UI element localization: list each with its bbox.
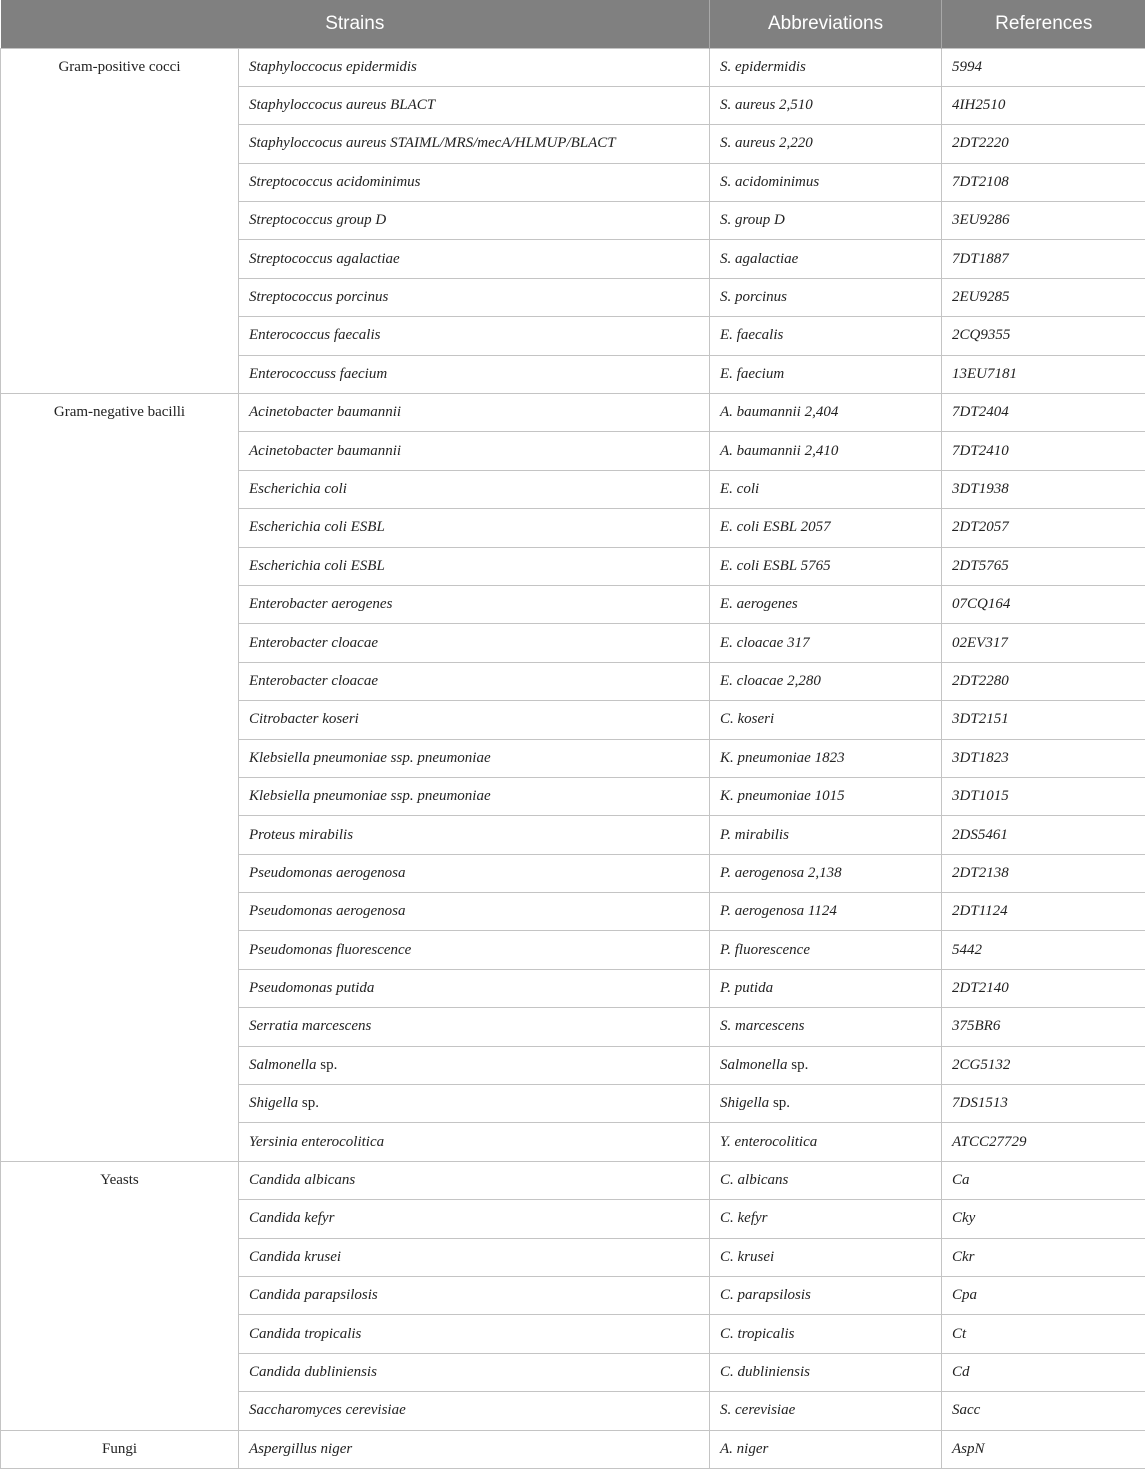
strain-cell xyxy=(239,240,710,278)
abbreviation-cell-suffix: sp. xyxy=(769,1095,791,1112)
abbreviation-cell-text: E. cloacae 2,280 xyxy=(720,672,821,689)
reference-cell xyxy=(942,86,1145,124)
abbreviation-cell xyxy=(710,1123,942,1161)
abbreviation-cell-text: S. group D xyxy=(720,212,785,229)
table-row xyxy=(1,1161,1145,1199)
abbreviation-cell-text: Salmonella xyxy=(720,1056,788,1073)
strain-cell xyxy=(239,777,710,815)
abbreviation-cell xyxy=(710,1392,942,1430)
strain-cell xyxy=(239,854,710,892)
abbreviation-cell xyxy=(710,701,942,739)
abbreviation-cell xyxy=(710,1085,942,1123)
reference-cell-text: 3EU9286 xyxy=(952,212,1010,229)
header-row xyxy=(1,0,1145,48)
abbreviation-cell xyxy=(710,854,942,892)
reference-cell xyxy=(942,432,1145,470)
reference-cell xyxy=(942,163,1145,201)
strain-cell-text: Staphyloccocus aureus STAIML/MRS/mecA/HLMUP/BLACT xyxy=(249,135,616,152)
strain-cell-text: Streptococcus agalactiae xyxy=(249,250,400,267)
abbreviation-cell xyxy=(710,931,942,969)
reference-cell xyxy=(942,624,1145,662)
reference-cell-text: 7DS1513 xyxy=(952,1095,1008,1112)
reference-cell-text: 7DT2108 xyxy=(952,173,1009,190)
reference-cell xyxy=(942,1123,1145,1161)
abbreviation-cell-text: S. porcinus xyxy=(720,289,787,306)
abbreviation-cell-text: E. faecalis xyxy=(720,327,784,344)
abbreviation-cell xyxy=(710,816,942,854)
strain-cell xyxy=(239,585,710,623)
strain-cell xyxy=(239,278,710,316)
strain-cell-suffix: sp. xyxy=(298,1095,320,1112)
strain-cell-text: Streptococcus acidominimus xyxy=(249,173,421,190)
abbreviation-cell xyxy=(710,48,942,86)
strain-cell xyxy=(239,163,710,201)
strain-cell xyxy=(239,624,710,662)
strain-cell-text: Salmonella xyxy=(249,1056,317,1073)
reference-cell-text: 2DT1124 xyxy=(952,903,1008,920)
abbreviation-cell-text: P. aerogenosa 2,138 xyxy=(720,864,842,881)
strain-cell xyxy=(239,547,710,585)
table-row xyxy=(1,1430,1145,1468)
abbreviation-cell-text: C. parapsilosis xyxy=(720,1287,811,1304)
reference-cell xyxy=(942,1238,1145,1276)
strain-cell-text: Escherichia coli ESBL xyxy=(249,557,385,574)
strain-cell-text: Pseudomonas fluorescence xyxy=(249,941,412,958)
reference-cell xyxy=(942,547,1145,585)
abbreviation-cell-text: A. baumannii 2,410 xyxy=(720,442,839,459)
reference-cell-text: 2DS5461 xyxy=(952,826,1008,843)
strain-cell xyxy=(239,1123,710,1161)
abbreviation-cell xyxy=(710,202,942,240)
strain-cell-text: Saccharomyces cerevisiae xyxy=(249,1402,406,1419)
reference-cell-text: 2DT2138 xyxy=(952,864,1009,881)
reference-cell xyxy=(942,854,1145,892)
reference-cell xyxy=(942,816,1145,854)
reference-cell xyxy=(942,394,1145,432)
reference-cell xyxy=(942,1277,1145,1315)
abbreviation-cell-text: P. mirabilis xyxy=(720,826,789,843)
table-body xyxy=(1,48,1145,1468)
abbreviation-cell xyxy=(710,624,942,662)
abbreviation-cell xyxy=(710,1430,942,1468)
abbreviation-cell-text: Y. enterocolitica xyxy=(720,1133,818,1150)
abbreviation-cell-text: E. faecium xyxy=(720,365,785,382)
reference-cell-text: 2DT2220 xyxy=(952,135,1009,152)
reference-cell-text: Cd xyxy=(952,1363,970,1380)
abbreviation-cell-text: S. aureus 2,510 xyxy=(720,97,813,114)
group-label: Fungi xyxy=(1,1430,239,1468)
strain-cell xyxy=(239,355,710,393)
reference-cell xyxy=(942,355,1145,393)
strain-cell xyxy=(239,86,710,124)
strain-cell-text: Escherichia coli xyxy=(249,480,347,497)
abbreviation-cell-text: C. tropicalis xyxy=(720,1325,795,1342)
reference-cell-text: Ct xyxy=(952,1325,967,1342)
abbreviation-cell xyxy=(710,969,942,1007)
abbreviation-cell xyxy=(710,278,942,316)
strain-cell-text: Escherichia coli ESBL xyxy=(249,519,385,536)
abbreviation-cell-text: K. pneumoniae 1823 xyxy=(720,749,845,766)
reference-cell-text: 3DT1938 xyxy=(952,480,1009,497)
reference-cell xyxy=(942,739,1145,777)
strain-cell-text: Pseudomonas aerogenosa xyxy=(249,903,406,920)
abbreviation-cell xyxy=(710,1161,942,1199)
reference-cell-text: 2DT2057 xyxy=(952,519,1009,536)
strain-cell xyxy=(239,816,710,854)
reference-cell xyxy=(942,931,1145,969)
abbreviation-cell-text: S. agalactiae xyxy=(720,250,799,267)
abbreviation-cell xyxy=(710,1200,942,1238)
table-header xyxy=(1,0,1145,48)
reference-cell xyxy=(942,1392,1145,1430)
reference-cell-text: 3DT2151 xyxy=(952,711,1009,728)
strain-cell-text: Candida kefyr xyxy=(249,1210,335,1227)
reference-cell xyxy=(942,1008,1145,1046)
abbreviation-cell xyxy=(710,777,942,815)
abbreviation-cell-text: E. cloacae 317 xyxy=(720,634,810,651)
reference-cell xyxy=(942,125,1145,163)
reference-cell xyxy=(942,701,1145,739)
strain-cell-text: Pseudomonas putida xyxy=(249,980,375,997)
abbreviation-cell-suffix: sp. xyxy=(787,1056,809,1073)
strain-cell xyxy=(239,432,710,470)
strain-cell-text: Enterococcuss faecium xyxy=(249,365,388,382)
abbreviation-cell xyxy=(710,662,942,700)
reference-cell-text: 2EU9285 xyxy=(952,289,1010,306)
group-label: Yeasts xyxy=(1,1161,239,1430)
reference-cell xyxy=(942,1085,1145,1123)
strain-cell xyxy=(239,1085,710,1123)
strain-cell-text: Candida albicans xyxy=(249,1172,356,1189)
strain-cell-text: Acinetobacter baumannii xyxy=(249,442,402,459)
abbreviation-cell xyxy=(710,240,942,278)
abbreviation-cell-text: K. pneumoniae 1015 xyxy=(720,788,845,805)
group-label: Gram-negative bacilli xyxy=(1,394,239,1162)
strain-cell xyxy=(239,893,710,931)
reference-cell xyxy=(942,1430,1145,1468)
reference-cell-text: 3DT1015 xyxy=(952,788,1009,805)
strain-cell xyxy=(239,125,710,163)
strain-cell xyxy=(239,739,710,777)
abbreviation-cell-text: C. albicans xyxy=(720,1172,789,1189)
abbreviation-cell-text: C. krusei xyxy=(720,1248,775,1265)
abbreviation-cell xyxy=(710,432,942,470)
strain-cell-suffix: sp. xyxy=(316,1056,338,1073)
strain-cell xyxy=(239,1277,710,1315)
strain-cell xyxy=(239,509,710,547)
reference-cell xyxy=(942,1200,1145,1238)
strain-cell-text: Streptococcus porcinus xyxy=(249,289,389,306)
strain-cell xyxy=(239,470,710,508)
strain-cell xyxy=(239,1200,710,1238)
reference-cell-text: 4IH2510 xyxy=(952,97,1006,114)
strain-cell xyxy=(239,662,710,700)
abbreviation-cell-text: S. acidominimus xyxy=(720,173,820,190)
abbreviation-cell xyxy=(710,1008,942,1046)
header-references: References xyxy=(942,0,1145,48)
strain-cell xyxy=(239,1353,710,1391)
reference-cell xyxy=(942,317,1145,355)
abbreviation-cell xyxy=(710,893,942,931)
abbreviation-cell xyxy=(710,394,942,432)
reference-cell-text: Ckr xyxy=(952,1248,975,1265)
strain-cell xyxy=(239,931,710,969)
reference-cell-text: 07CQ164 xyxy=(952,596,1011,613)
strain-cell-text: Enterobacter cloacae xyxy=(249,672,378,689)
table-row xyxy=(1,394,1145,432)
abbreviation-cell-text: P. putida xyxy=(720,980,774,997)
reference-cell-text: 5442 xyxy=(952,941,983,958)
strain-cell-text: Streptococcus group D xyxy=(249,212,387,229)
abbreviation-cell-text: A. niger xyxy=(720,1440,769,1457)
strain-cell xyxy=(239,969,710,1007)
strain-cell xyxy=(239,1392,710,1430)
abbreviation-cell xyxy=(710,1353,942,1391)
strain-cell xyxy=(239,701,710,739)
abbreviation-cell xyxy=(710,509,942,547)
strain-cell-text: Staphyloccocus aureus BLACT xyxy=(249,97,436,114)
strain-cell-text: Candida dubliniensis xyxy=(249,1363,377,1380)
abbreviation-cell xyxy=(710,1238,942,1276)
reference-cell xyxy=(942,893,1145,931)
strain-cell-text: Enterococcus faecalis xyxy=(249,327,381,344)
strain-cell-text: Shigella xyxy=(249,1095,299,1112)
reference-cell xyxy=(942,1161,1145,1199)
strain-cell-text: Enterobacter cloacae xyxy=(249,634,378,651)
strain-cell xyxy=(239,1315,710,1353)
reference-cell xyxy=(942,240,1145,278)
reference-cell-text: 2CQ9355 xyxy=(952,327,1011,344)
reference-cell-text: 2DT2140 xyxy=(952,980,1009,997)
reference-cell-text: Ca xyxy=(952,1172,970,1189)
reference-cell-text: Sacc xyxy=(952,1402,981,1419)
reference-cell-text: Cky xyxy=(952,1210,976,1227)
abbreviation-cell xyxy=(710,1046,942,1084)
strain-cell-text: Candida parapsilosis xyxy=(249,1287,378,1304)
abbreviation-cell-text: A. baumannii 2,404 xyxy=(720,404,839,421)
abbreviation-cell xyxy=(710,470,942,508)
abbreviation-cell-text: E. aerogenes xyxy=(720,596,798,613)
abbreviation-cell xyxy=(710,125,942,163)
reference-cell-text: 02EV317 xyxy=(952,634,1008,651)
reference-cell xyxy=(942,509,1145,547)
strain-cell xyxy=(239,1430,710,1468)
strain-cell xyxy=(239,1161,710,1199)
abbreviation-cell-text: S. marcescens xyxy=(720,1018,805,1035)
strain-cell-text: Candida tropicalis xyxy=(249,1325,362,1342)
reference-cell xyxy=(942,470,1145,508)
abbreviation-cell-text: E. coli ESBL 2057 xyxy=(720,519,831,536)
reference-cell xyxy=(942,777,1145,815)
abbreviation-cell-text: Shigella xyxy=(720,1095,770,1112)
reference-cell-text: 3DT1823 xyxy=(952,749,1009,766)
reference-cell-text: AspN xyxy=(952,1440,985,1457)
strain-cell-text: Pseudomonas aerogenosa xyxy=(249,864,406,881)
abbreviation-cell xyxy=(710,739,942,777)
header-strains: Strains xyxy=(1,0,710,48)
strain-cell-text: Enterobacter aerogenes xyxy=(249,596,393,613)
abbreviation-cell-text: E. coli xyxy=(720,480,760,497)
abbreviation-cell xyxy=(710,1315,942,1353)
abbreviation-cell-text: C. dubliniensis xyxy=(720,1363,811,1380)
strain-cell-text: Citrobacter koseri xyxy=(249,711,359,728)
strain-cell xyxy=(239,1238,710,1276)
strain-cell-text: Proteus mirabilis xyxy=(249,826,354,843)
abbreviation-cell-text: P. aerogenosa 1124 xyxy=(720,903,837,920)
reference-cell-text: 5994 xyxy=(952,58,983,75)
strain-cell-text: Klebsiella pneumoniae ssp. pneumoniae xyxy=(249,749,491,766)
abbreviation-cell xyxy=(710,86,942,124)
reference-cell-text: ATCC27729 xyxy=(952,1133,1027,1150)
strain-cell-text: Klebsiella pneumoniae ssp. pneumoniae xyxy=(249,788,491,805)
abbreviation-cell xyxy=(710,163,942,201)
table-row xyxy=(1,48,1145,86)
abbreviation-cell-text: S. cerevisiae xyxy=(720,1402,796,1419)
group-label: Gram-positive cocci xyxy=(1,48,239,394)
abbreviation-cell xyxy=(710,355,942,393)
reference-cell-text: 7DT1887 xyxy=(952,250,1009,267)
strain-cell-text: Candida krusei xyxy=(249,1248,342,1265)
abbreviation-cell-text: E. coli ESBL 5765 xyxy=(720,557,831,574)
header-abbreviations: Abbreviations xyxy=(710,0,942,48)
abbreviation-cell xyxy=(710,317,942,355)
reference-cell xyxy=(942,1353,1145,1391)
abbreviation-cell-text: P. fluorescence xyxy=(720,941,810,958)
strain-cell xyxy=(239,1008,710,1046)
strain-cell xyxy=(239,1046,710,1084)
abbreviation-cell-text: S. epidermidis xyxy=(720,58,806,75)
reference-cell-text: 7DT2404 xyxy=(952,404,1009,421)
reference-cell-text: 2DT2280 xyxy=(952,672,1009,689)
reference-cell xyxy=(942,48,1145,86)
strain-cell-text: Staphyloccocus epidermidis xyxy=(249,58,417,75)
reference-cell-text: 2CG5132 xyxy=(952,1056,1011,1073)
reference-cell-text: 13EU7181 xyxy=(952,365,1018,382)
reference-cell xyxy=(942,1046,1145,1084)
abbreviation-cell-text: S. aureus 2,220 xyxy=(720,135,813,152)
reference-cell xyxy=(942,202,1145,240)
abbreviation-cell-text: C. kefyr xyxy=(720,1210,768,1227)
strain-cell-text: Serratia marcescens xyxy=(249,1018,372,1035)
reference-cell-text: 7DT2410 xyxy=(952,442,1009,459)
strain-cell-text: Aspergillus niger xyxy=(249,1440,353,1457)
reference-cell xyxy=(942,969,1145,1007)
reference-cell xyxy=(942,662,1145,700)
reference-cell-text: 2DT5765 xyxy=(952,557,1009,574)
strain-cell xyxy=(239,202,710,240)
reference-cell xyxy=(942,585,1145,623)
reference-cell-text: 375BR6 xyxy=(952,1018,1001,1035)
abbreviation-cell xyxy=(710,585,942,623)
reference-cell-text: Cpa xyxy=(952,1287,978,1304)
abbreviation-cell xyxy=(710,1277,942,1315)
strain-cell-text: Yersinia enterocolitica xyxy=(249,1133,385,1150)
strain-cell-text: Acinetobacter baumannii xyxy=(249,404,402,421)
abbreviation-cell xyxy=(710,547,942,585)
abbreviation-cell-text: C. koseri xyxy=(720,711,775,728)
strain-cell xyxy=(239,394,710,432)
reference-cell xyxy=(942,278,1145,316)
strain-cell xyxy=(239,48,710,86)
strain-cell xyxy=(239,317,710,355)
reference-cell xyxy=(942,1315,1145,1353)
